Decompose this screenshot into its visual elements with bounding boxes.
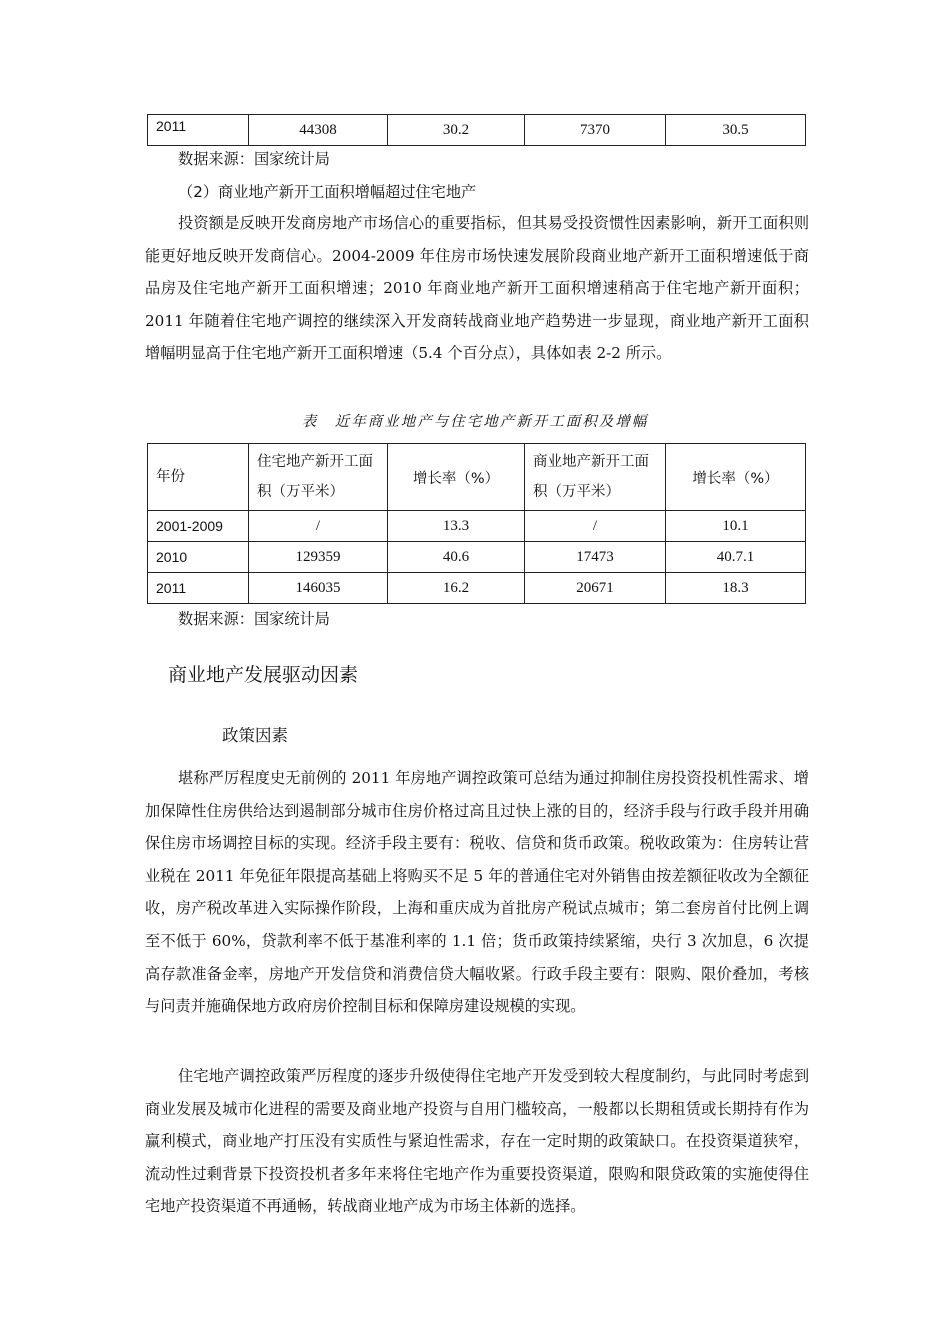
paragraph-policy: 堪称严厉程度史无前例的 2011 年房地产调控政策可总结为通过抑制住房投资投机性需求、增加保障性住房供给达到遏制部分城市住房价格过高且过快上涨的目的，经济手段与行政手段并用确保住房市场调控目标的实现。经济手段主要有：税收、信贷和货币政策。税收政策为：住房转让营业税在 2011 年免征年限提高基础上将购买不足 5 年的普通住宅对外销售由按差额征收改为全额征收，房产税改革进入实际操作阶段，上海和重庆成为首批房产税试点城市；第二套房首付比例上调至不低于 60%，贷款利率不低于基准利率的 1.1 倍；货币政策持续紧缩，央行 3 次加息，6 次提高存款准备金率，房地产开发信贷和消费信贷大幅收紧。行政手段主要有：限购、限价叠加，考核与问责并施确保地方政府房价控制目标和保障房建设规模的实现。: [145, 769, 809, 1016]
table-cell: 18.3: [666, 573, 806, 604]
section-title: 商业地产发展驱动因素: [168, 664, 359, 686]
subheading: （2）商业地产新开工面积增幅超过住宅地产: [178, 183, 477, 201]
table-cell: 40.6: [388, 542, 525, 573]
table-row: [148, 542, 806, 573]
paragraph-investment: 投资额是反映开发商房地产市场信心的重要指标，但其易受投资惯性因素影响，新开工面积则能更好地反映开发商信心。2004-2009 年住房市场快速发展阶段商业地产新开工面积增速低于商品房及住宅地产新开工面积增速；2010 年商业地产新开工面积增速稍高于住宅地产新开面积；2011 年随着住宅地产调控的继续深入开发商转战商业地产趋势进一步显现，商业地产新开工面积增幅明显高于住宅地产新开工面积增速（5.4 个百分点），具体如表 2-2 所示。: [145, 214, 809, 363]
column-header: 商业地产新开工面积（万平米）: [525, 444, 666, 511]
table-cell: /: [525, 511, 666, 542]
table-cell: 129359: [249, 542, 388, 573]
table-cell: /: [249, 511, 388, 542]
table-cell: 20671: [525, 573, 666, 604]
table-cell: 2010: [148, 542, 249, 573]
table-new-construction-area: [147, 443, 806, 604]
table-cell: 30.5: [666, 115, 806, 146]
table-row: [148, 511, 806, 542]
table-cell: 16.2: [388, 573, 525, 604]
column-header: 年份: [148, 444, 249, 511]
table-cell: 17473: [525, 542, 666, 573]
column-header: 增长率（%）: [388, 444, 525, 511]
table-cell: 146035: [249, 573, 388, 604]
table-cell: 44308: [249, 115, 388, 146]
table-cell: 2011: [148, 115, 249, 146]
table-cell: 30.2: [388, 115, 525, 146]
source-note: 数据来源：国家统计局: [178, 150, 330, 168]
subsection-title: 政策因素: [222, 726, 288, 745]
table-cell: 7370: [525, 115, 666, 146]
table-cell: 2001-2009: [148, 511, 249, 542]
table-1-continued: [147, 114, 806, 146]
column-header: 住宅地产新开工面积（万平米）: [249, 444, 388, 511]
paragraph-commercial-shift: 住宅地产调控政策严厉程度的逐步升级使得住宅地产开发受到较大程度制约，与此同时考虑到商业发展及城市化进程的需要及商业地产投资与自用门槛较高，一般都以长期租赁或长期持有作为赢利模式，商业地产打压没有实质性与紧迫性需求，存在一定时期的政策缺口。在投资渠道狭窄，流动性过剩背景下投资投机者多年来将住宅地产作为重要投资渠道，限购和限贷政策的实施使得住宅地产投资渠道不再通畅，转战商业地产成为市场主体新的选择。: [145, 1067, 809, 1216]
table-cell: 13.3: [388, 511, 525, 542]
table-row: [148, 115, 806, 146]
table-cell: 10.1: [666, 511, 806, 542]
table-row: [148, 573, 806, 604]
table-cell: 2011: [148, 573, 249, 604]
table-caption: 表 近年商业地产与住宅地产新开工面积及增幅: [301, 414, 649, 430]
table-header-row: [148, 444, 806, 511]
table-cell: 40.7.1: [666, 542, 806, 573]
source-note: 数据来源：国家统计局: [178, 610, 330, 628]
column-header: 增长率（%）: [666, 444, 806, 511]
